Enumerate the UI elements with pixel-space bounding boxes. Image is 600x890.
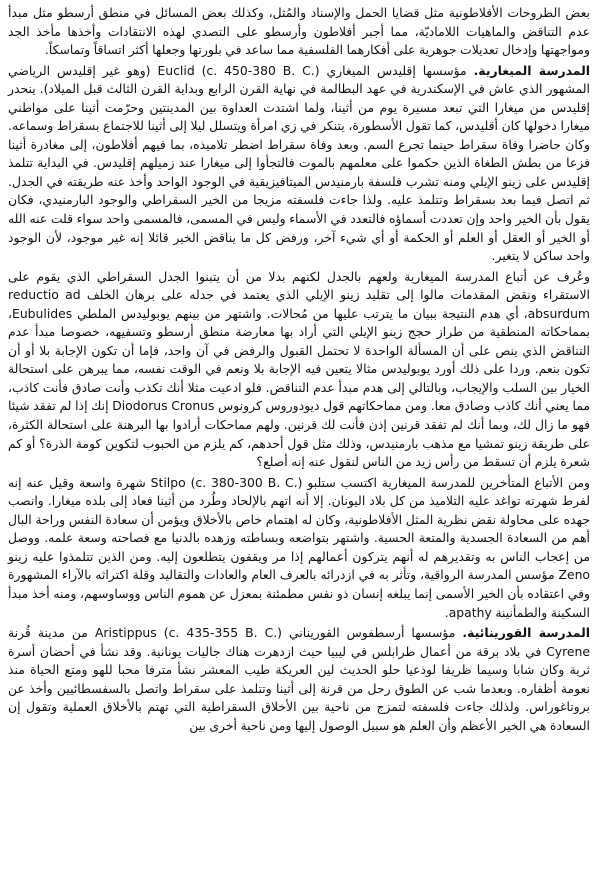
paragraph-stilpo	[8, 474, 590, 622]
paragraph-text: مؤسسها أرسطفوس القوريناني Aristippus (c. 435-355 B. C.) من مدينة قُرنة Cyrene في بلاد برقة من أعمال طرابلس في ليبيا حيث ازدهرت هناك جاليات يونانية. وقد نشأ في أحضان أسرة ثرية وكان شابا وسيما ظريفا لوذعيا حلو الحديث لين العريكة طيب المعشر نشأ مترفا محبا للهو ومتع الحياة منذ نعومة أظفاره. وبعدما شب عن الطوق رحل من قرنة إلى أثينا وتتلمذ على سقراط واتصل بالسفسطائيين وأخذ عن بروتاغوراس. ولذلك جاءت فلسفته لتمزج من ناحية بين الأخلاق السقراطية التي تهتم بالأخلاق العملية وتقول إن السعادة هي الخير الأعظم وأن العلم هو سبيل الوصول إليها ومن ناحية أخرى بين	[8, 625, 590, 733]
paragraph-text: ومن الأتباع المتأخرين للمدرسة الميغارية اكتسب ستلبو Stilpo (c. 380-300 B. C.) شهرة واسعة وقيل عنه إنه لفرط شهرته تواغد عليه التلاميذ من كل بلاد اليونان. إلا أنه اتهم بالإلحاد وطُرد من أثينا فعاد إلى بلده ميغارا. وانصب جهده على محاولة نقض نظرية المثل الأفلاطونية، وكان له اهتمام خاص بالأخلاق ويؤمن أن سعادة النفس وراحة البال أهم من السعادة الجسدية والمتعة الحسية. واشتهر بتواضعه وبساطته وزهده بالدنيا مع فصاحته وسعة علمه. ووصل من إعجاب الناس به وتقديرهم له أنهم يتركون أعمالهم إذا مر ويقفون يتطلعون إليه. ومن الذين تتلمذوا عليه زينو Zeno مؤسس المدرسة الرواقية، وتأثر به في ازدرائه بالعرف العام والعادات والتقاليد وقلة اكتراثه بالآراء المشهورة وفي اعتقاده بأن الخير الأسمى إنما يبلغه إنسان ذو نفس مطمئنة بمعزل عن هموم الناس ووساوسهم، ومنه أخذ مبدأ السكينة والطمأنينة apathy.	[8, 474, 591, 620]
paragraph-intro-continuation	[8, 4, 590, 60]
paragraph-megarian-school	[8, 62, 590, 266]
section-heading-cyrenaic: المدرسة القورينائية.	[462, 625, 591, 641]
section-heading-megarian: المدرسة الميغارية.	[473, 62, 590, 78]
paragraph-text: مؤسسها إقليدس الميغاري Euclid (c. 450-380 B. C.) (وهو غير إقليدس الرياضي المشهور الذي عاش في الإسكندرية في عهد البطالمة في نهاية القرن الرابع وبداية القرن الثالث قبل الميلاد). ينحدر إقليدس من ميغارا التي تبعد مسيرة يوم من أثينا، ولما اشتدت العداوة بين المدينتين وحرّمت أثينا على مواطني ميغارا دخولها كان أقليدس، كما تقول الأسطورة، يتنكر في زي امرأة ويتسلل ليلا إلى أثينا للاجتماع بسقراط وسماعه. وكان حاضرا وفاة سقراط حينما تجرع السم. وبعد وفاة سقراط اضطر تلاميذه، بما فيهم أفلاطون، إلى مغادرة أثينا فزعا من بطش الطغاة الذين حكموا على معلمهم بالموت فالتجأوا إلى ميغارا عند زميلهم إقليدس. في البداية تتلمذ إقليدس على زينو الإيلي ومنه تشرب فلسفة بارمنيدس الميتافيزيقية في الوجود الواحد وأخذ عنه طريقته في الجدل. ثم اتصل فيما بعد بسقراط وتتلمذ عليه. ولذا جاءت فلسفته مزيجا من الخير السقراطي والوجود البارمنيدي، فكان يقول بأن الخير واحد وإن تعددت أسماؤه فالتعدد في الأسماء وليس في المسمى، فالمسمى واحد سواء قلت عنه الله أو الخير أو العقل أو العلم أو الحكمة أو أي شيء آخر، ورفض كل ما يناقض الخير قائلا إنه غير موجود، لأن الوجود واحد ساكن لا يتغير.	[8, 62, 590, 264]
paragraph-text: وعُرف عن أتباع المدرسة الميغارية ولعهم بالجدل لكنهم بدلا من أن يتبنوا الجدل السقراطي الذي يقوم على الاستقراء ونقض المقدمات مالوا إلى تقليد زينو الإيلي الذي يعتمد في جدله على برهان الخلف reductio ad absurdum، أي هدم النتيجة ببيان ما يترتب عليها من مُحالات. واشتهر من بينهم يوبوليدس الملطي Eubulides، بمماحكاته المنطقية من طراز حجج زينو الإيلي التي أراد بها معارضة منطق أرسطو وتسفيهه، خصوصا مبدأ عدم التناقض الذي ينص على أن المسألة الواحدة لا تحتمل القبول والرفض في آن واحد، فإما أن تكون الإجابة بلا أو أن تكون بنعم. وردا على ذلك أورد يوبوليدس مثالا يتعين فيه الإجابة بلا ونعم في الوقت نفسه، مما يبرهن على استحالة الخيار بين السلب والإيجاب، وبالتالي إلى هدم مبدأ عدم التناقض. فلو ادعيت مثلا أنك تكذب وأنت صادق فأنت كاذب، مما يعني أنك كاذب وصادق معا. ومن مماحكاتهم قول ديودوروس كرونوس Diodorus Cronus إنك إذا لم تفقد شيئا فهو ما زال لك، وبما أنك لم تفقد قرنين إذن فأنت لك قرنين. ولهم مماحكات أرادوا بها البرهنة على استحالة الكثرة، على طريقة زينو تمشيا مع مذهب بارمنيدس، وذلك مثل قول أحدهم، كم يلزم من الحبوب لتكوين كومة الذرة؟ أو كم شعرة يلزم أن تسقط من رأس زيد من الناس لنقول عنه إنه أصلع؟	[8, 268, 591, 470]
paragraph-megarian-dialectic	[8, 268, 590, 472]
paragraph-cyrenaic-school	[8, 624, 590, 735]
paragraph-text: بعض الطروحات الأفلاطونية مثل قضايا الحمل والإسناد والمُثل، وكذلك بعض المسائل في منطق أرسطو مثل مبدأ عدم التناقض والماهيات اللاماديّة، مما أجبر أفلاطون وأرسطو على التصدي لهذه الانتقادات وأخذها مأخذ الجد ومواجهتها وإدخال تعديلات جوهرية على أفكارهما الفلسفية مما ساعد في بلورتها وجعلها أكثر اتساقاً وتماسكاً.	[8, 5, 590, 58]
